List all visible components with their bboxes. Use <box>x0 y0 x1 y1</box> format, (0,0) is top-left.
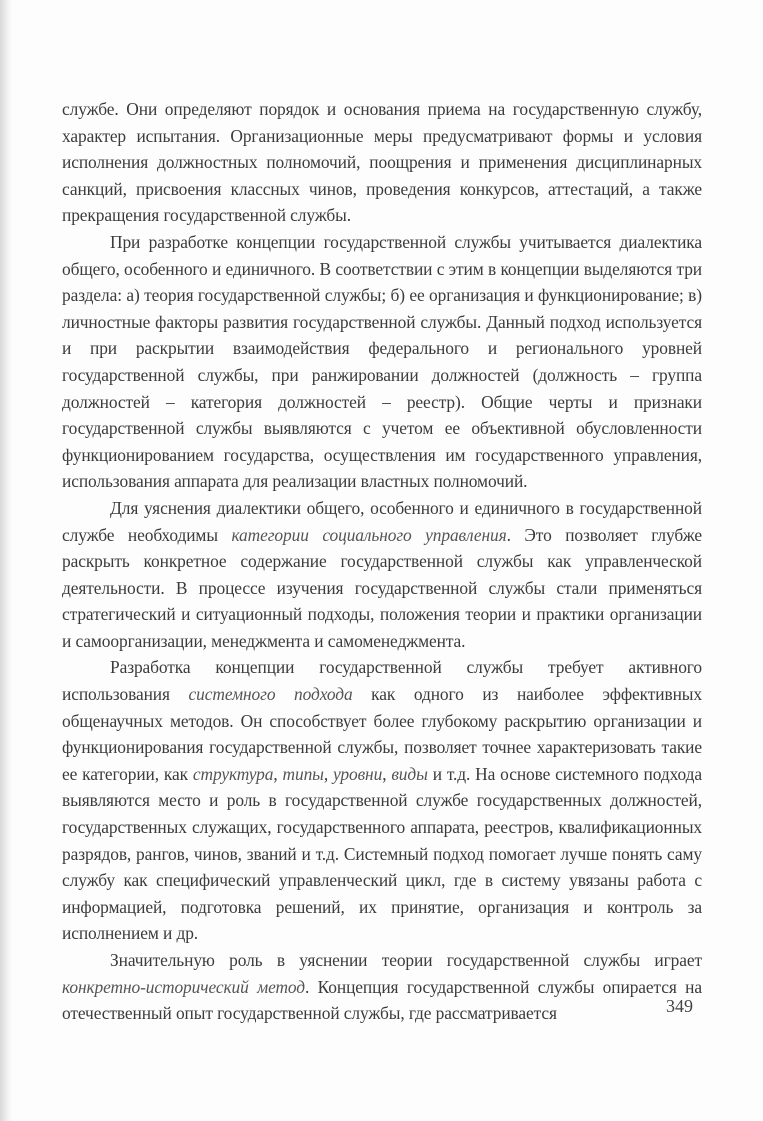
italic-term: конкретно-исторический метод <box>62 976 305 997</box>
italic-term: структура <box>192 763 274 784</box>
paragraph-2 <box>62 229 702 495</box>
text-segment: . Это позволяет глубже раскрыть конкретное содержание государственной службы как управленческой деятельности. В процессе изучения государственной службы стали применяться стратегический и ситуационный подходы, положения теории и практики организации и самоорганизации, менеджмента и самоменеджмента. <box>62 524 702 651</box>
page-number: 349 <box>666 996 693 1016</box>
text-segment: , <box>273 763 283 784</box>
page-binding-edge <box>0 0 12 1121</box>
italic-term: категории социального управления <box>231 524 507 545</box>
text-segment: Для уяснения диалектики общего, особенного и единичного в государственной службе необходимы <box>62 497 702 545</box>
text-segment: . Концепция государственной службы опирается на отечественный опыт государственной службы, где рассматривается <box>62 976 702 1024</box>
paragraph-4 <box>62 654 702 947</box>
text-segment: Разработка концепции государственной службы требует активного использования <box>62 657 702 705</box>
paragraph-3 <box>62 495 702 655</box>
text-segment: и т.д. На основе системного подхода выявляются место и роль в государственной службе государственных должностей, государственных служащих, государственного аппарата, реестров, квалификационных разрядов, рангов, чинов, званий и т.д. Системный подход помогает лучше понять саму службу как специфический управленческий цикл, где в систему увязаны работа с информацией, подготовка решений, их принятие, организация и контроль за исполнением и др. <box>62 763 702 944</box>
italic-term: виды <box>391 763 428 784</box>
paragraph-1 <box>62 96 702 229</box>
italic-term: типы <box>282 763 324 784</box>
italic-term: системного подхода <box>188 684 353 705</box>
text-segment: При разработке концепции государственной службы учитывается диалектика общего, особенного и единичного. В соответствии с этим в концепции выделяются три раздела: а) теория государственной службы; б) ее организация и функционирование; в) личностные факторы развития государственной службы. Данный подход используется и при раскрытии взаимодействия федерального и регионального уровней государственной службы, при ранжировании должностей (должность – группа должностей – категория должностей – реестр). Общие черты и признаки государственной службы выявляются с учетом ее объективной обусловленности функционированием государства, осуществления им государственного управления, использования аппарата для реализации властных полномочий. <box>62 231 702 492</box>
text-segment: Значительную роль в уяснении теории государственной службы играет <box>110 950 702 970</box>
text-segment: , <box>382 763 392 784</box>
italic-term: уровни <box>333 763 383 784</box>
text-segment: , <box>323 763 334 784</box>
text-segment: как одного из наиболее эффективных общенаучных методов. Он способствует более глубокому раскрытию организации и функционирования государственной службы, позволяет точнее характеризовать такие ее категории, как <box>62 684 702 784</box>
text-block <box>62 96 702 1027</box>
text-segment: службе. Они определяют порядок и основания приема на государственную службу, характер испытания. Организационные меры предусматривают формы и условия исполнения должностных полномочий, поощрения и применения дисциплинарных санкций, присвоения классных чинов, проведения конкурсов, аттестаций, а также прекращения государственной службы. <box>62 99 702 226</box>
paragraph-5 <box>62 947 702 1027</box>
